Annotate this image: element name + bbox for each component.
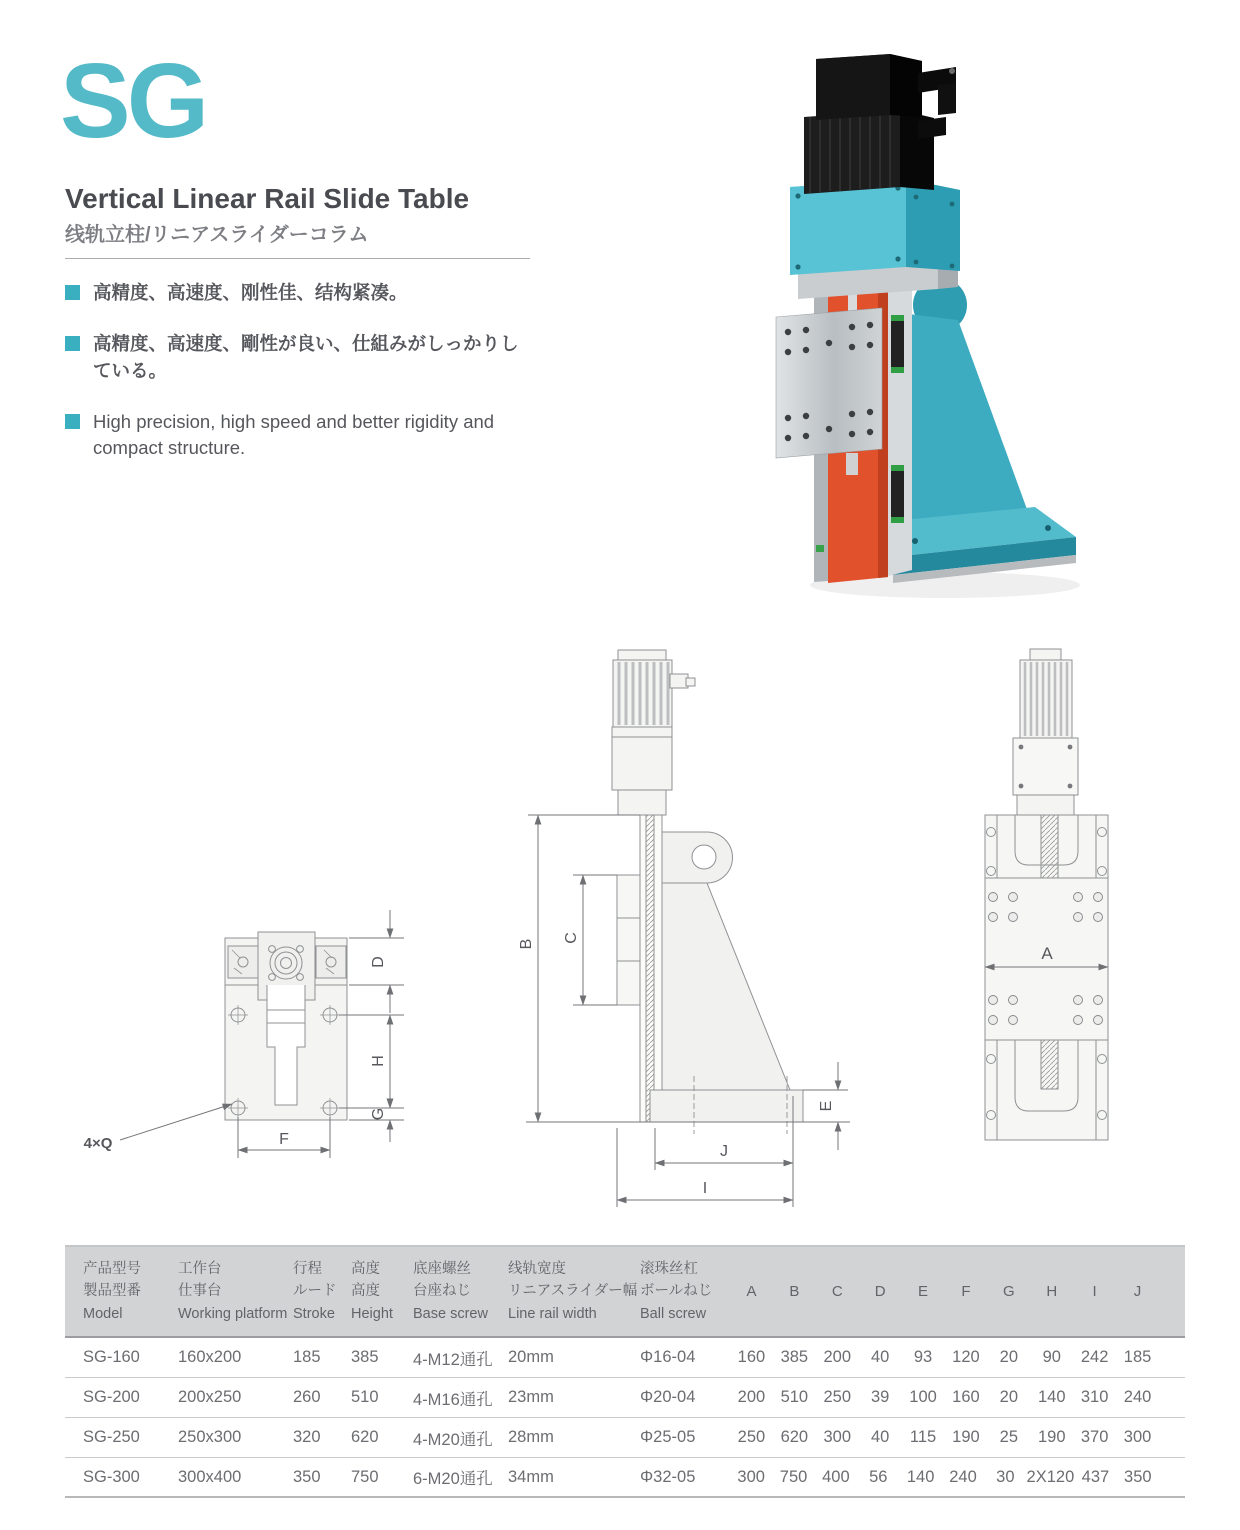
cell-height: 750 xyxy=(351,1467,379,1486)
col-header-dim-f: F xyxy=(961,1283,971,1300)
dim-label-c: C xyxy=(563,932,580,944)
cell-dim-d: 40 xyxy=(870,1428,890,1446)
cell-dim-f: 190 xyxy=(952,1428,980,1446)
cell-dim-e: 100 xyxy=(909,1388,937,1406)
col-header-dim-h: H xyxy=(1046,1283,1058,1300)
product-photo xyxy=(740,25,1080,615)
cell-platform: 160x200 xyxy=(178,1348,242,1366)
cell-dim-g: 25 xyxy=(999,1428,1019,1446)
dim-label-g: G xyxy=(370,1107,387,1121)
cell-dim-b: 620 xyxy=(780,1428,809,1446)
cell-dim-i: 310 xyxy=(1080,1388,1109,1406)
cell-dim-d: 56 xyxy=(869,1467,888,1486)
cell-dim-f: 240 xyxy=(949,1467,977,1486)
cell-dim-d: 39 xyxy=(870,1388,890,1406)
cell-model: SG-300 xyxy=(83,1467,140,1486)
cell-ball-screw: Φ32-05 xyxy=(640,1467,696,1486)
cell-base-screw: 4-M16通孔 xyxy=(413,1390,493,1409)
dim-label-a: A xyxy=(1041,944,1053,963)
cell-height: 620 xyxy=(351,1428,379,1446)
spec-row xyxy=(65,1458,1185,1498)
top-view-drawing xyxy=(60,890,440,1190)
cell-dim-e: 140 xyxy=(906,1467,935,1486)
cell-rail-width: 20mm xyxy=(508,1348,554,1366)
cell-ball-screw: Φ16-04 xyxy=(640,1348,696,1366)
cell-dim-b: 510 xyxy=(780,1388,809,1406)
cell-stroke: 350 xyxy=(293,1467,321,1486)
cell-dim-g: 20 xyxy=(999,1348,1019,1366)
dim-label-i: I xyxy=(702,1180,708,1197)
feature-item xyxy=(65,331,585,384)
cell-dim-a: 160 xyxy=(737,1348,766,1366)
spec-row xyxy=(65,1418,1185,1458)
cell-model: SG-250 xyxy=(83,1428,140,1446)
dim-label-d: D xyxy=(370,956,387,968)
front-view-drawing xyxy=(935,645,1205,1155)
cell-dim-a: 250 xyxy=(737,1428,766,1446)
bullet-square-icon xyxy=(65,414,80,429)
feature-text: 高精度、高速度、刚性佳、结构紧凑。 xyxy=(93,282,408,303)
bullet-square-icon xyxy=(65,336,80,351)
header-divider xyxy=(65,258,530,259)
cell-dim-g: 20 xyxy=(999,1388,1019,1406)
cell-dim-h: 140 xyxy=(1037,1388,1066,1406)
feature-text: High precision, high speed and better rigidity and compact structure. xyxy=(93,410,495,459)
cell-dim-e: 115 xyxy=(909,1428,937,1446)
cell-dim-j: 300 xyxy=(1123,1428,1152,1446)
cell-dim-i: 370 xyxy=(1080,1428,1109,1446)
feature-text: 高精度、高速度、剛性が良い、仕組みがしっかりしている。 xyxy=(93,333,519,381)
feature-list xyxy=(65,280,585,461)
cell-dim-c: 250 xyxy=(823,1388,851,1406)
col-header-dim-g: G xyxy=(1003,1283,1015,1300)
dim-label-e: E xyxy=(818,1100,835,1112)
cell-platform: 300x400 xyxy=(178,1467,242,1486)
cell-dim-b: 385 xyxy=(780,1348,809,1366)
cell-dim-i: 242 xyxy=(1080,1348,1109,1366)
cell-dim-a: 200 xyxy=(737,1388,766,1406)
page-subtitle: 线轨立柱/リニアスライダーコラム xyxy=(65,224,369,246)
spec-table-header xyxy=(65,1245,1185,1338)
col-header-dim-j: J xyxy=(1133,1283,1142,1300)
col-header-dim-b: B xyxy=(789,1283,800,1300)
cell-dim-e: 93 xyxy=(913,1348,933,1366)
cell-dim-h: 90 xyxy=(1042,1348,1061,1366)
col-header-stroke: 行程 ルード Stroke xyxy=(293,1260,337,1322)
cell-dim-h: 190 xyxy=(1037,1428,1066,1446)
col-header-ball-screw: 滚珠丝杠 ボールねじ Ball screw xyxy=(640,1260,713,1322)
dim-label-b: B xyxy=(518,938,535,950)
cell-dim-c: 300 xyxy=(823,1428,851,1446)
spec-table xyxy=(65,1245,1185,1498)
cell-dim-f: 160 xyxy=(952,1388,980,1406)
cell-base-screw: 6-M20通孔 xyxy=(413,1470,493,1488)
cell-platform: 200x250 xyxy=(178,1388,242,1406)
cell-stroke: 185 xyxy=(293,1348,321,1366)
cell-height: 385 xyxy=(351,1348,379,1366)
cell-ball-screw: Φ25-05 xyxy=(640,1428,696,1446)
col-header-platform: 工作台 仕事台 Working platform xyxy=(178,1260,288,1322)
col-header-dim-d: D xyxy=(874,1283,886,1300)
cell-dim-d: 40 xyxy=(870,1348,890,1366)
cell-dim-g: 30 xyxy=(996,1467,1015,1486)
cell-dim-h: 2X120 xyxy=(1026,1467,1075,1486)
cell-base-screw: 4-M20通孔 xyxy=(413,1430,493,1449)
cell-dim-f: 120 xyxy=(952,1348,980,1366)
cell-model: SG-200 xyxy=(83,1388,140,1406)
cell-stroke: 260 xyxy=(293,1388,321,1406)
col-header-dim-a: A xyxy=(746,1283,757,1300)
col-header-dim-c: C xyxy=(831,1283,843,1300)
cell-dim-j: 240 xyxy=(1123,1388,1152,1406)
cell-rail-width: 28mm xyxy=(508,1428,554,1446)
page-title: Vertical Linear Rail Slide Table xyxy=(65,183,470,214)
col-header-model: 产品型号 製品型番 Model xyxy=(83,1260,141,1322)
dim-label-j: J xyxy=(720,1143,728,1160)
spec-row xyxy=(65,1378,1185,1418)
bullet-square-icon xyxy=(65,285,80,300)
dim-label-h: H xyxy=(370,1055,387,1067)
col-header-base-screw: 底座螺丝 台座ねじ Base screw xyxy=(413,1260,488,1322)
feature-item xyxy=(65,280,585,306)
cell-dim-i: 437 xyxy=(1081,1467,1110,1486)
col-header-dim-i: I xyxy=(1092,1283,1097,1300)
cell-dim-j: 185 xyxy=(1123,1348,1152,1366)
cell-model: SG-160 xyxy=(83,1348,140,1366)
cell-platform: 250x300 xyxy=(178,1428,242,1446)
cell-dim-j: 350 xyxy=(1124,1467,1152,1486)
cell-ball-screw: Φ20-04 xyxy=(640,1388,696,1406)
cell-height: 510 xyxy=(351,1388,379,1406)
col-header-dim-e: E xyxy=(918,1283,929,1300)
dim-label-q: 4×Q xyxy=(83,1135,113,1152)
col-header-rail-width: 线轨宽度 リニアスライダー幅 Line rail width xyxy=(508,1260,638,1322)
dim-label-f: F xyxy=(279,1131,289,1148)
cell-dim-c: 200 xyxy=(823,1348,851,1366)
cell-dim-b: 750 xyxy=(779,1467,808,1486)
cell-rail-width: 23mm xyxy=(508,1388,554,1406)
cell-stroke: 320 xyxy=(293,1428,321,1446)
series-logo: SG xyxy=(60,42,206,160)
cell-rail-width: 34mm xyxy=(508,1467,554,1486)
spec-row xyxy=(65,1338,1185,1378)
cell-base-screw: 4-M12通孔 xyxy=(413,1350,493,1369)
feature-item xyxy=(65,409,585,462)
col-header-height: 高度 高度 Height xyxy=(351,1260,393,1322)
side-view-drawing xyxy=(490,648,860,1218)
cell-dim-a: 300 xyxy=(737,1467,765,1486)
cell-dim-c: 400 xyxy=(822,1467,850,1486)
